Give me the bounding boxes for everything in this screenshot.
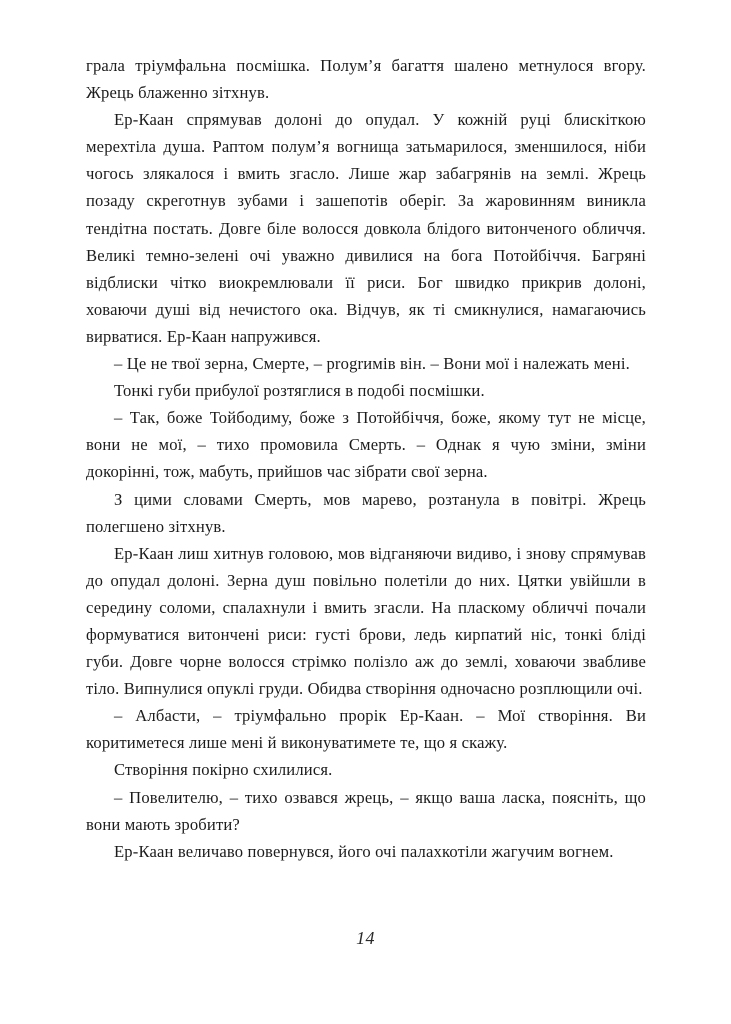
- paragraph-9: Створіння покірно схилилися.: [114, 760, 333, 780]
- paragraph-7: Ер-Каан лиш хитнув головою, мов відганяючи видиво, і знову спрямував до опудал долоні. Зерна душ повільно полетіли до них. Цятки увійшли в середину соломи, спалахнули і вмить згасли. На пласкому обличчі почали формуватися витончені риси: густі брови, ледь кирпатий ніс, тонкі бліді губи. Довге чорне волосся стрімко полізло аж до землі, ховаючи звабливе тіло. Випнулися опуклі груди. Обидва створіння одночасно розплющили очі.: [86, 543, 646, 699]
- paragraph-11: Ер-Каан величаво повернувся, його очі палахкотіли жагучим вогнем.: [114, 841, 614, 861]
- paragraph-10: – Повелителю, – тихо озвався жрець, – якщо ваша ласка, поясніть, що вони мають зробити?: [86, 787, 646, 834]
- paragraph-5: – Так, боже Тойбодиму, боже з Потойбіччя, боже, якому тут не місце, вони не мої, – тихо промовила Смерть. – Однак я чую зміни, зміни докорінні, тож, мабуть, прийшов час зібрати свої зерна.: [86, 408, 646, 482]
- page-number: 14: [356, 928, 375, 948]
- paragraph-6: З цими словами Смерть, мов марево, розтанула в повітрі. Жрець полегшено зітхнув.: [86, 489, 646, 536]
- paragraph-2: Ер-Каан спрямував долоні до опудал. У кожній руці блискіткою мерехтіла душа. Раптом полум’я вогнища затьмарилося, зменшилося, ніби чогось злякалося і вмить згасло. Лише жар забагрянів на землі. Жрець позаду скреготнув зубами і зашепотів оберіг. За жаровинням виникла тендітна постать. Довге біле волосся довкола блідого витонченого обличчя. Великі темно-зелені очі уважно дивилися на бога Потойбіччя. Багряні відблиски чітко виокремлювали її риси. Бог швидко прикрив долоні, ховаючи душі від нечистого ока. Відчув, як ті смикнулися, намагаючись вирватися. Ер-Каан напружився.: [86, 110, 646, 346]
- paragraph-1: грала тріумфальна посмішка. Полум’я багаття шалено метнулося вгору. Жрець блаженно зітхнув.: [86, 56, 646, 103]
- page-text-block: [86, 52, 646, 865]
- paragraph-8: – Албасти, – тріумфально прорік Ер-Каан. – Мої створіння. Ви коритиметеся лише мені й виконуватимете те, що я скажу.: [86, 706, 646, 753]
- paragraph-4: Тонкі губи прибулої розтяглися в подобі посмішки.: [114, 381, 485, 401]
- paragraph-3: – Це не твої зерна, Смерте, – progrимів він. – Вони мої і належать мені.: [114, 354, 630, 374]
